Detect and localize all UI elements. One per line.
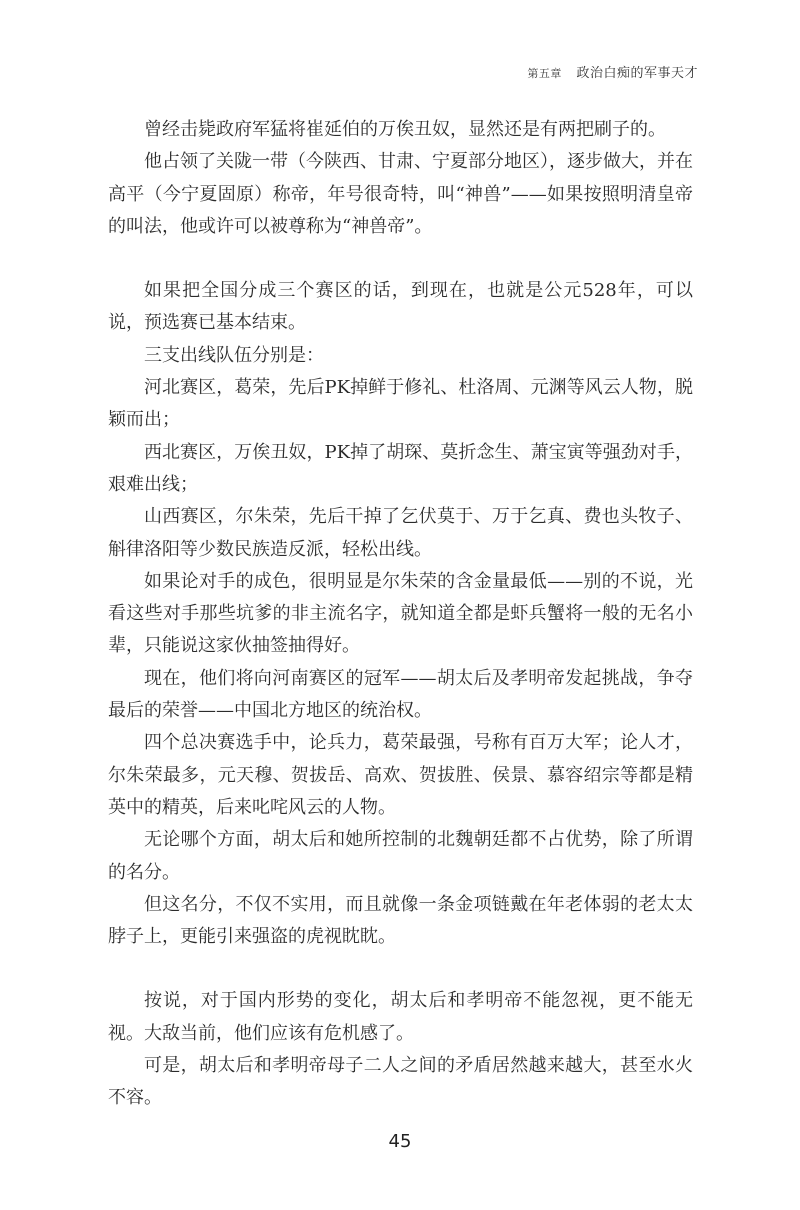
chapter-title: 政治白痴的军事天才 [576,66,698,81]
paragraph: 山西赛区，尔朱荣，先后干掉了乞伏莫于、万于乞真、费也头牧子、斛律洛阳等少数民族造反派，轻松出线。 [108,506,693,560]
paragraph: 按说，对于国内形势的变化，胡太后和孝明帝不能忽视，更不能无视。大敌当前，他们应该有危机感了。 [108,990,693,1044]
paragraph: 他占领了关陇一带（今陕西、甘肃、宁夏部分地区），逐步做大，并在高平（今宁夏固原）称帝，年号很奇特，叫“神兽”——如果按照明清皇帝的叫法，他或许可以被尊称为“神兽帝”。 [108,151,693,237]
paragraph: 可是，胡太后和孝明帝母子二人之间的矛盾居然越来越大，甚至水火不容。 [108,1055,693,1109]
paragraph: 如果把全国分成三个赛区的话，到现在，也就是公元528年，可以说，预选赛已基本结束。 [108,280,693,334]
chapter-label: 第五章 [527,67,562,80]
paragraph: 四个总决赛选手中，论兵力，葛荣最强，号称有百万大军；论人才，尔朱荣最多，元天穆、贺拔岳、高欢、贺拔胜、侯景、慕容绍宗等都是精英中的精英，后来叱咤风云的人物。 [108,732,693,818]
paragraph: 但这名分，不仅不实用，而且就像一条金项链戴在年老体弱的老太太脖子上，更能引来强盗的虎视眈眈。 [108,893,693,948]
paragraph: 三支出线队伍分别是： [144,344,324,366]
body-text [108,114,693,1115]
paragraph: 无论哪个方面，胡太后和她所控制的北魏朝廷都不占优势，除了所谓的名分。 [108,829,693,883]
paragraph: 河北赛区，葛荣，先后PK掉鲜于修礼、杜洛周、元渊等风云人物，脱颖而出； [108,377,693,431]
paragraph: 如果论对手的成色，很明显是尔朱荣的含金量最低——别的不说，光看这些对手那些坑爹的非主流名字，就知道全都是虾兵蟹将一般的无名小辈，只能说这家伙抽签抽得好。 [108,570,693,657]
paragraph: 现在，他们将向河南赛区的冠军——胡太后及孝明帝发起挑战，争夺最后的荣誉——中国北方地区的统治权。 [108,667,693,722]
paragraph: 曾经击毙政府军猛将崔延伯的万俟丑奴，显然还是有两把刷子的。 [144,119,666,140]
paragraph: 西北赛区，万俟丑奴，PK掉了胡琛、莫折念生、萧宝寅等强劲对手，艰难出线； [108,441,693,495]
page-number: 45 [388,1131,412,1152]
running-head [527,62,698,81]
